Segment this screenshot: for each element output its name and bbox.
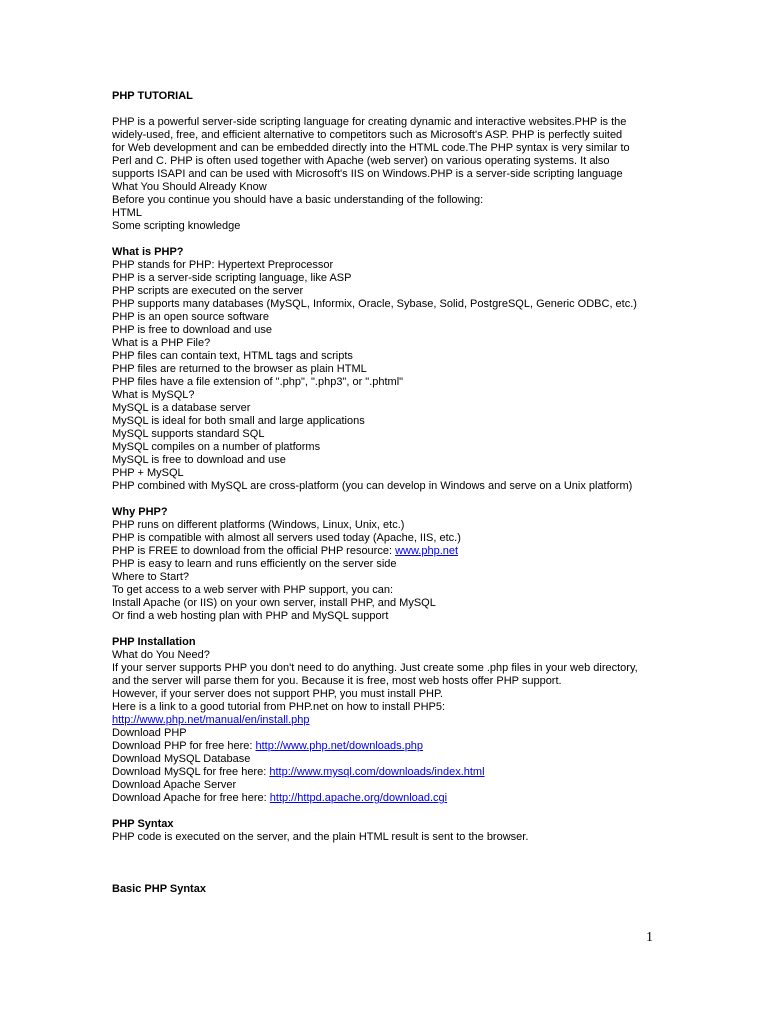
download-mysql-link[interactable]: http://www.mysql.com/downloads/index.html — [269, 766, 485, 778]
section-line: PHP is free to download and use — [112, 324, 273, 336]
line-text: Download Apache for free here: — [112, 792, 270, 804]
syntax-section — [112, 818, 672, 844]
section-heading: Why PHP? — [112, 506, 168, 518]
section-line: Download Apache Server — [112, 779, 237, 791]
line-text: Download MySQL for free here: — [112, 766, 270, 778]
intro-section — [112, 116, 672, 233]
installation-section — [112, 636, 672, 805]
section-line: PHP is a server-side scripting language, like ASP — [112, 272, 352, 284]
section-heading: What is PHP? — [112, 246, 184, 258]
section-line: Where to Start? — [112, 571, 190, 583]
section-line: Or find a web hosting plan with PHP and MySQL support — [112, 610, 389, 622]
section-line — [112, 792, 672, 805]
section-line — [112, 766, 672, 779]
download-php-link[interactable]: http://www.php.net/downloads.php — [255, 740, 424, 752]
download-apache-link[interactable]: http://httpd.apache.org/download.cgi — [269, 792, 448, 804]
section-line: If your server supports PHP you don't need to do anything. Just create some .php files in your web directory, — [112, 662, 638, 674]
section-line: To get access to a web server with PHP support, you can: — [112, 584, 394, 596]
section-line: MySQL is a database server — [112, 402, 251, 414]
intro-line: PHP is a powerful server-side scripting language for creating dynamic and interactive websites.PHP is the — [112, 116, 627, 128]
section-line: PHP is easy to learn and runs efficiently on the server side — [112, 558, 397, 570]
section-line: Download PHP — [112, 727, 187, 739]
php-net-link[interactable]: www.php.net — [395, 545, 459, 557]
intro-line: widely-used, free, and efficient alternative to competitors such as Microsoft's ASP. PHP is perfectly suited — [112, 129, 623, 141]
section-line: What is MySQL? — [112, 389, 195, 401]
section-line: MySQL compiles on a number of platforms — [112, 441, 321, 453]
section-heading: PHP Syntax — [112, 818, 174, 830]
intro-line: supports ISAPI and can be used with Microsoft's IIS on Windows.PHP is a server-side scripting language — [112, 168, 623, 180]
section-line — [112, 714, 672, 727]
page-number: 1 — [646, 930, 653, 945]
line-text: Download PHP for free here: — [112, 740, 256, 752]
section-line — [112, 545, 672, 558]
intro-line: Before you continue you should have a basic understanding of the following: — [112, 194, 484, 206]
section-line: MySQL supports standard SQL — [112, 428, 265, 440]
section-line: PHP code is executed on the server, and the plain HTML result is sent to the browser. — [112, 831, 529, 843]
section-line: What is a PHP File? — [112, 337, 211, 349]
intro-line: HTML — [112, 207, 142, 219]
section-line: PHP supports many databases (MySQL, Informix, Oracle, Sybase, Solid, PostgreSQL, Generic ODBC, etc.) — [112, 298, 637, 310]
document-body — [112, 90, 672, 896]
install-tutorial-link[interactable]: http://www.php.net/manual/en/install.php — [112, 714, 310, 726]
section-line: PHP files are returned to the browser as plain HTML — [112, 363, 367, 375]
why-php-section — [112, 506, 672, 623]
section-line: PHP runs on different platforms (Windows, Linux, Unix, etc.) — [112, 519, 405, 531]
section-line: PHP scripts are executed on the server — [112, 285, 304, 297]
basic-syntax-section — [112, 883, 672, 896]
section-line: What do You Need? — [112, 649, 210, 661]
section-line: MySQL is free to download and use — [112, 454, 286, 466]
section-heading: Basic PHP Syntax — [112, 883, 206, 895]
intro-line: for Web development and can be embedded directly into the HTML code.The PHP syntax is very similar to — [112, 142, 630, 154]
doc-title: PHP TUTORIAL — [112, 90, 193, 102]
section-line: and the server will parse them for you. Because it is free, most web hosts offer PHP support. — [112, 675, 562, 687]
intro-line: Perl and C. PHP is often used together with Apache (web server) on various operating systems. It also — [112, 155, 610, 167]
intro-line: What You Should Already Know — [112, 181, 267, 193]
section-line: Download MySQL Database — [112, 753, 251, 765]
section-line: PHP is an open source software — [112, 311, 269, 323]
intro-line: Some scripting knowledge — [112, 220, 241, 232]
section-line: Here is a link to a good tutorial from PHP.net on how to install PHP5: — [112, 701, 446, 713]
section-line: However, if your server does not support PHP, you must install PHP. — [112, 688, 443, 700]
section-line: PHP files can contain text, HTML tags and scripts — [112, 350, 353, 362]
section-line — [112, 740, 672, 753]
section-line: MySQL is ideal for both small and large applications — [112, 415, 365, 427]
what-is-php-section — [112, 246, 672, 493]
section-line: PHP combined with MySQL are cross-platform (you can develop in Windows and serve on a Unix platform) — [112, 480, 633, 492]
section-line: Install Apache (or IIS) on your own server, install PHP, and MySQL — [112, 597, 436, 609]
section-line: PHP stands for PHP: Hypertext Preprocessor — [112, 259, 334, 271]
section-line: PHP is compatible with almost all servers used today (Apache, IIS, etc.) — [112, 532, 461, 544]
section-line: PHP + MySQL — [112, 467, 184, 479]
section-line: PHP files have a file extension of ".php", ".php3", or ".phtml" — [112, 376, 404, 388]
line-text: PHP is FREE to download from the official PHP resource: — [112, 545, 396, 557]
section-heading: PHP Installation — [112, 636, 196, 648]
